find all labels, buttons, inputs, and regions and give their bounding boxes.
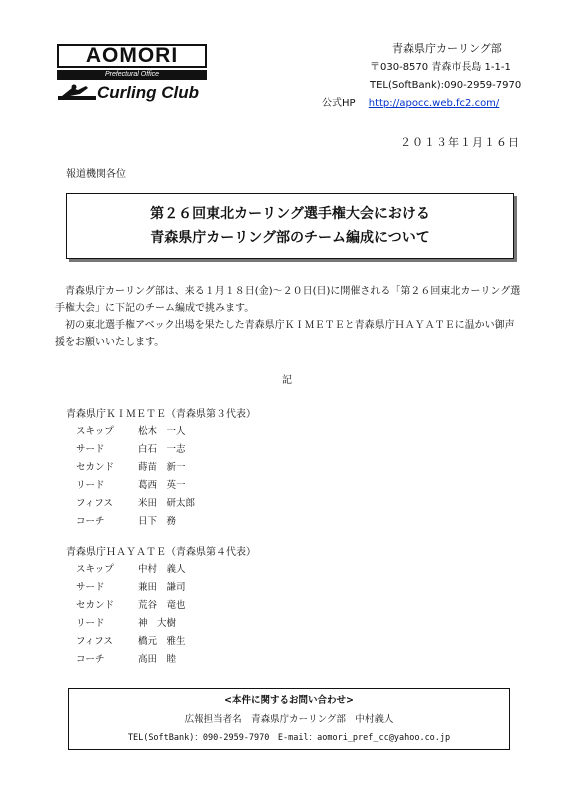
body-paragraph-1: 青森県庁カーリング部は、来る１月１８日(金)～２０日(日)に開催される「第２６回東北カーリング選手権大会」に下記のチーム編成で挑みます。 [55, 286, 521, 314]
roster-row [76, 459, 186, 473]
logo-prefectural-office-text: Prefectural Office [57, 70, 207, 80]
roster-player: 米田 研太郎 [138, 498, 196, 509]
official-site [322, 96, 499, 111]
org-name: 青森県庁カーリング部 [392, 42, 502, 55]
roster-player: 中村 義人 [138, 564, 186, 575]
body-text [55, 283, 521, 351]
roster-role: セカンド [76, 600, 115, 611]
roster-role: スキップ [76, 564, 114, 575]
roster-role: フィフス [76, 636, 113, 647]
logo-bottom [57, 82, 207, 104]
roster-role: コーチ [76, 516, 105, 527]
contact-person: 広報担当者名 青森県庁カーリング部 中村義人 [184, 714, 394, 725]
roster-role: サード [76, 444, 105, 455]
contact-heading: <本件に関するお問い合わせ> [224, 695, 354, 706]
roster-player: 兼田 謙司 [138, 582, 186, 593]
roster-row [76, 477, 186, 491]
roster-row [76, 423, 186, 437]
title-line-1: 第２６回東北カーリング選手権大会における [150, 206, 430, 222]
official-site-link[interactable]: http://apocc.web.fc2.com/ [368, 98, 500, 109]
roster-role: サード [76, 582, 105, 593]
curler-icon [57, 83, 97, 103]
roster-row [76, 615, 176, 629]
roster-role: リード [76, 618, 105, 629]
roster-role: セカンド [76, 462, 115, 473]
roster-row [76, 561, 186, 575]
contact-tel-email[interactable]: TEL(SoftBank)：090-2959-7970 E-mail：aomori_pref_cc@yahoo.co.jp [127, 733, 451, 743]
org-tel: TEL(SoftBank):090-2959-7970 [370, 80, 522, 91]
title-box [66, 193, 514, 259]
roster-player: 葛西 英一 [138, 480, 186, 491]
addressee: 報道機関各位 [66, 169, 126, 180]
roster-role: コーチ [76, 654, 105, 665]
title-line-2: 青森県庁カーリング部のチーム編成について [150, 230, 430, 246]
roster-player: 日下 務 [138, 516, 177, 527]
club-logo [57, 44, 207, 104]
roster-role: フィフス [76, 498, 113, 509]
logo-aomori-text: AOMORI [57, 44, 207, 68]
roster-player: 橋元 雅生 [138, 636, 186, 647]
team-name-hayate: 青森県庁ＨＡＹＡＴＥ（青森県第４代表） [66, 547, 256, 558]
logo-curling-club-text: Curling Club [97, 83, 199, 102]
roster-row [76, 441, 186, 455]
roster-role: リード [76, 480, 105, 491]
roster-row [76, 579, 186, 593]
roster-player: 荒谷 竜也 [138, 600, 186, 611]
roster-player: 高田 睦 [138, 654, 177, 665]
team-name-kimete: 青森県庁ＫＩＭＥＴＥ（青森県第３代表） [66, 409, 256, 420]
org-address: 〒030-8570 青森市長島 1-1-1 [370, 62, 511, 73]
document-date: ２０１３年１月１６日 [400, 136, 520, 149]
roster-row [76, 495, 195, 509]
roster-player: 白石 一志 [138, 444, 186, 455]
roster-row [76, 597, 186, 611]
roster-player: 神 大樹 [138, 618, 177, 629]
body-paragraph-2: 初の東北選手権アベック出場を果たした青森県庁ＫＩＭＥＴＥと青森県庁ＨＡＹＡＴＥに温かい御声援をお願いいたします。 [55, 320, 515, 348]
roster-row [76, 513, 176, 527]
roster-row [76, 651, 176, 665]
roster-player: 松木 一人 [138, 426, 186, 437]
official-site-label: 公式HP [322, 98, 356, 109]
roster-row [76, 633, 186, 647]
ki-marker: 記 [282, 375, 292, 386]
roster-role: スキップ [76, 426, 114, 437]
roster-player: 蒔苗 新一 [138, 462, 186, 473]
contact-box [68, 688, 510, 750]
